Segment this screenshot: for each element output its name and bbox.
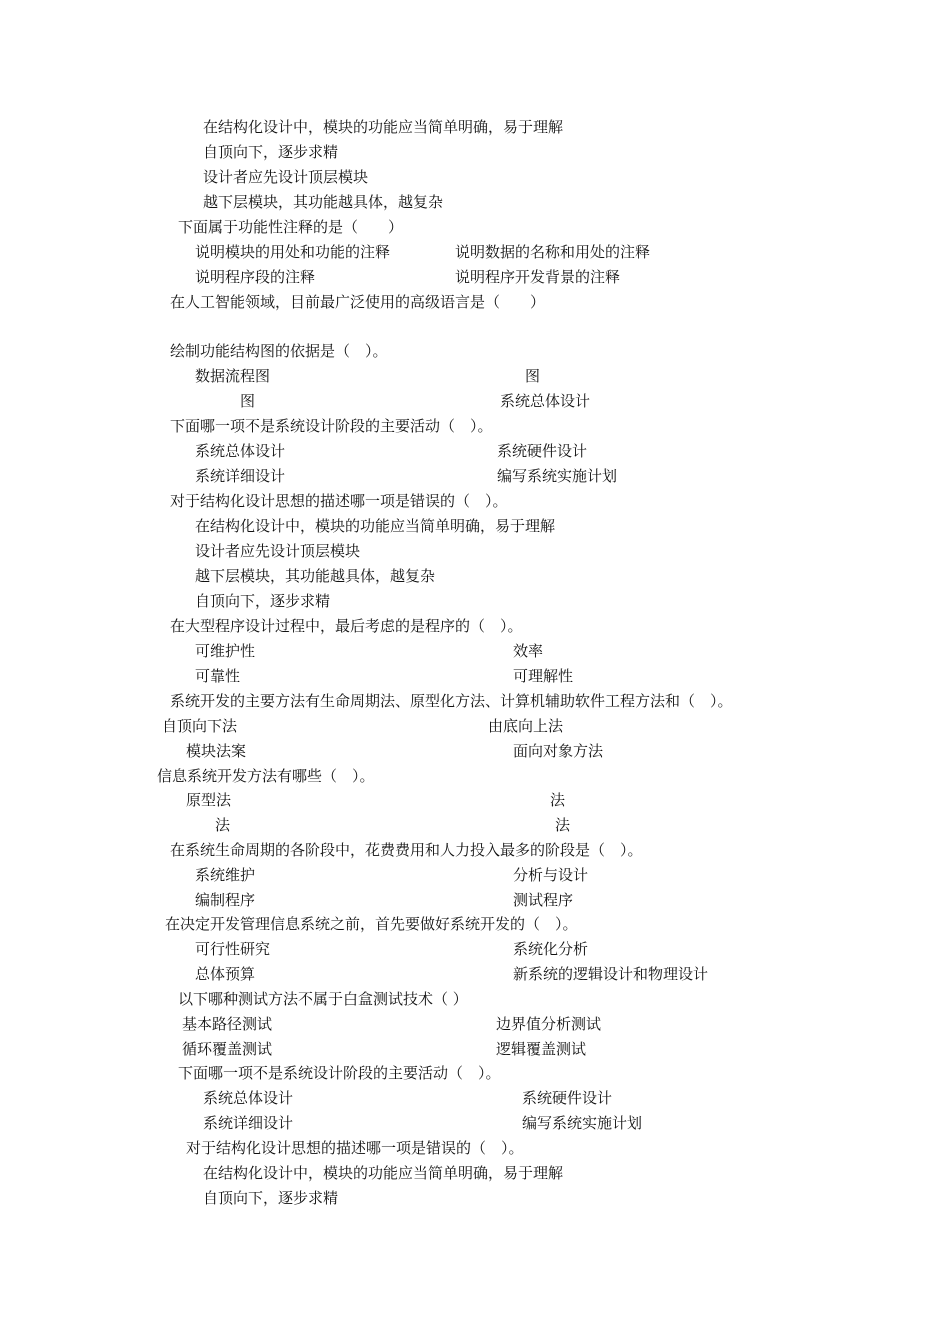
- option: 自顶向下法: [162, 717, 238, 735]
- question: 信息系统开发方法有哪些（ ）。: [157, 767, 375, 785]
- option: 系统总体设计: [203, 1089, 294, 1107]
- option: 说明程序开发背景的注释: [455, 268, 621, 286]
- text-line: 越下层模块，其功能越具体，越复杂: [203, 193, 444, 211]
- option: 测试程序: [513, 891, 574, 909]
- option: 效率: [513, 642, 544, 660]
- option: 编写系统实施计划: [497, 467, 618, 485]
- option: 系统维护: [195, 866, 256, 884]
- option: 新系统的逻辑设计和物理设计: [513, 965, 709, 983]
- option: 原型法: [186, 791, 232, 809]
- option: 在结构化设计中，模块的功能应当简单明确，易于理解: [195, 517, 556, 535]
- option: 说明模块的用处和功能的注释: [195, 243, 391, 261]
- question: 下面属于功能性注释的是（ ）: [178, 218, 404, 236]
- text-line: 在结构化设计中，模块的功能应当简单明确，易于理解: [203, 118, 564, 136]
- question: 绘制功能结构图的依据是（ ）。: [170, 342, 388, 360]
- option: 自顶向下，逐步求精: [203, 1189, 339, 1207]
- option: 总体预算: [195, 965, 256, 983]
- question: 在决定开发管理信息系统之前，首先要做好系统开发的（ ）。: [165, 915, 578, 933]
- option: 图: [240, 392, 256, 410]
- option: 说明程序段的注释: [195, 268, 316, 286]
- question: 下面哪一项不是系统设计阶段的主要活动（ ）。: [178, 1064, 501, 1082]
- option: 可靠性: [195, 667, 241, 685]
- question: 在系统生命周期的各阶段中，花费费用和人力投入最多的阶段是（ ）。: [170, 841, 643, 859]
- question: 在大型程序设计过程中，最后考虑的是程序的（ ）。: [170, 617, 523, 635]
- option: 边界值分析测试: [496, 1015, 602, 1033]
- option: 由底向上法: [488, 717, 564, 735]
- option: 法: [555, 816, 571, 834]
- option: 可维护性: [195, 642, 256, 660]
- option: 设计者应先设计顶层模块: [195, 542, 361, 560]
- option: 越下层模块，其功能越具体，越复杂: [195, 567, 436, 585]
- text-line: 自顶向下，逐步求精: [203, 143, 339, 161]
- option: 分析与设计: [513, 866, 589, 884]
- option: 系统详细设计: [195, 467, 286, 485]
- option: 系统化分析: [513, 940, 589, 958]
- option: 法: [215, 816, 231, 834]
- option: 数据流程图: [195, 367, 271, 385]
- option: 逻辑覆盖测试: [496, 1040, 587, 1058]
- text-line: 设计者应先设计顶层模块: [203, 168, 369, 186]
- option: 系统详细设计: [203, 1114, 294, 1132]
- option: 基本路径测试: [182, 1015, 273, 1033]
- option: 自顶向下，逐步求精: [195, 592, 331, 610]
- option: 在结构化设计中，模块的功能应当简单明确，易于理解: [203, 1164, 564, 1182]
- option: 说明数据的名称和用处的注释: [455, 243, 651, 261]
- option: 系统硬件设计: [522, 1089, 613, 1107]
- question: 下面哪一项不是系统设计阶段的主要活动（ ）。: [170, 417, 493, 435]
- option: 可行性研究: [195, 940, 271, 958]
- question: 以下哪种测试方法不属于白盒测试技术（ ）: [178, 990, 468, 1008]
- option: 面向对象方法: [513, 742, 604, 760]
- option: 法: [550, 791, 566, 809]
- option: 系统硬件设计: [497, 442, 588, 460]
- option: 模块法案: [186, 742, 247, 760]
- option: 可理解性: [513, 667, 574, 685]
- question: 系统开发的主要方法有生命周期法、原型化方法、计算机辅助软件工程方法和（ ）。: [170, 692, 733, 710]
- option: 循环覆盖测试: [182, 1040, 273, 1058]
- question: 在人工智能领域，目前最广泛使用的高级语言是（ ）: [170, 293, 546, 311]
- option: 系统总体设计: [195, 442, 286, 460]
- option: 系统总体设计: [500, 392, 591, 410]
- option: 编写系统实施计划: [522, 1114, 643, 1132]
- option: 编制程序: [195, 891, 256, 909]
- option: 图: [525, 367, 541, 385]
- question: 对于结构化设计思想的描述哪一项是错误的（ ）。: [186, 1139, 524, 1157]
- question: 对于结构化设计思想的描述哪一项是错误的（ ）。: [170, 492, 508, 510]
